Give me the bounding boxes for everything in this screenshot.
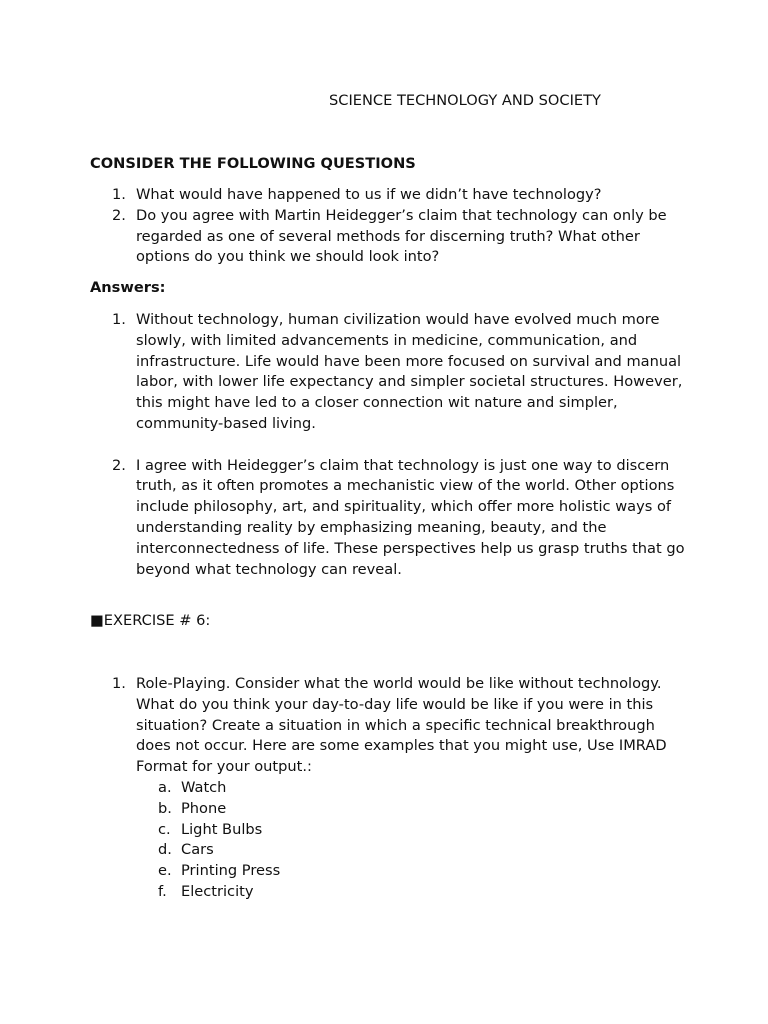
example-item bbox=[136, 778, 690, 799]
example-item bbox=[136, 882, 690, 903]
example-text: Watch bbox=[181, 778, 227, 796]
answer-number: 1. bbox=[112, 311, 126, 328]
example-letter: e. bbox=[158, 862, 172, 880]
example-letter: a. bbox=[158, 778, 172, 796]
example-letter: c. bbox=[158, 820, 171, 838]
exercise-item bbox=[90, 674, 690, 903]
example-text: Phone bbox=[181, 799, 227, 817]
questions-list bbox=[90, 185, 690, 268]
answer-item bbox=[90, 310, 690, 435]
example-letter: b. bbox=[158, 799, 172, 817]
example-letter: f. bbox=[158, 882, 167, 900]
example-letter: d. bbox=[158, 841, 172, 859]
question-item bbox=[90, 185, 690, 206]
question-text: What would have happened to us if we didn’t have technology? bbox=[136, 186, 602, 203]
exercise-number: 1. bbox=[112, 675, 126, 692]
answer-text: Without technology, human civilization would have evolved much more slowly, with limited advancements in medicine, communication, and infrastructure. Life would have been more focused on survival and manual labor, with lower life expectancy and simpler societal structures. However, this might have led to a closer connection wit nature and simpler, community-based living. bbox=[136, 311, 683, 432]
example-text: Printing Press bbox=[181, 862, 281, 880]
example-item bbox=[136, 840, 690, 861]
question-number: 1. bbox=[112, 186, 126, 203]
example-text: Electricity bbox=[181, 882, 254, 900]
answer-number: 2. bbox=[112, 456, 126, 474]
exercise-text: Role-Playing. Consider what the world would be like without technology. What do you think your day-to-day life would be like if you were in this situation? Create a situation in which a specific technical breakthrough does not occur. Here are some examples that you might use, Use IMRAD Format for your output.: bbox=[136, 675, 667, 776]
question-text: Do you agree with Martin Heidegger’s claim that technology can only be regarded as one of several methods for discerning truth? What other options do you think we should look into? bbox=[136, 206, 667, 266]
exercise-list bbox=[90, 674, 690, 903]
example-item bbox=[136, 820, 690, 841]
example-item bbox=[136, 861, 690, 882]
answers-heading: Answers: bbox=[90, 279, 166, 296]
example-item bbox=[136, 799, 690, 820]
answers-list bbox=[90, 310, 690, 580]
document-title: SCIENCE TECHNOLOGY AND SOCIETY bbox=[329, 92, 601, 109]
questions-heading: CONSIDER THE FOLLOWING QUESTIONS bbox=[90, 155, 416, 172]
question-item bbox=[90, 206, 690, 268]
answer-text: I agree with Heidegger’s claim that technology is just one way to discern truth, as it often promotes a mechanistic view of the world. Other options include philosophy, art, and spirituality, which offer more holistic ways of understanding reality by emphasizing meaning, beauty, and the interconnectedness of life. These perspectives help us grasp truths that go beyond what technology can reveal. bbox=[136, 456, 685, 578]
example-text: Cars bbox=[181, 841, 214, 859]
examples-list bbox=[136, 778, 690, 903]
example-text: Light Bulbs bbox=[181, 820, 263, 838]
exercise-heading: ■EXERCISE # 6: bbox=[90, 612, 211, 629]
answer-item bbox=[90, 456, 690, 581]
question-number: 2. bbox=[112, 206, 126, 224]
